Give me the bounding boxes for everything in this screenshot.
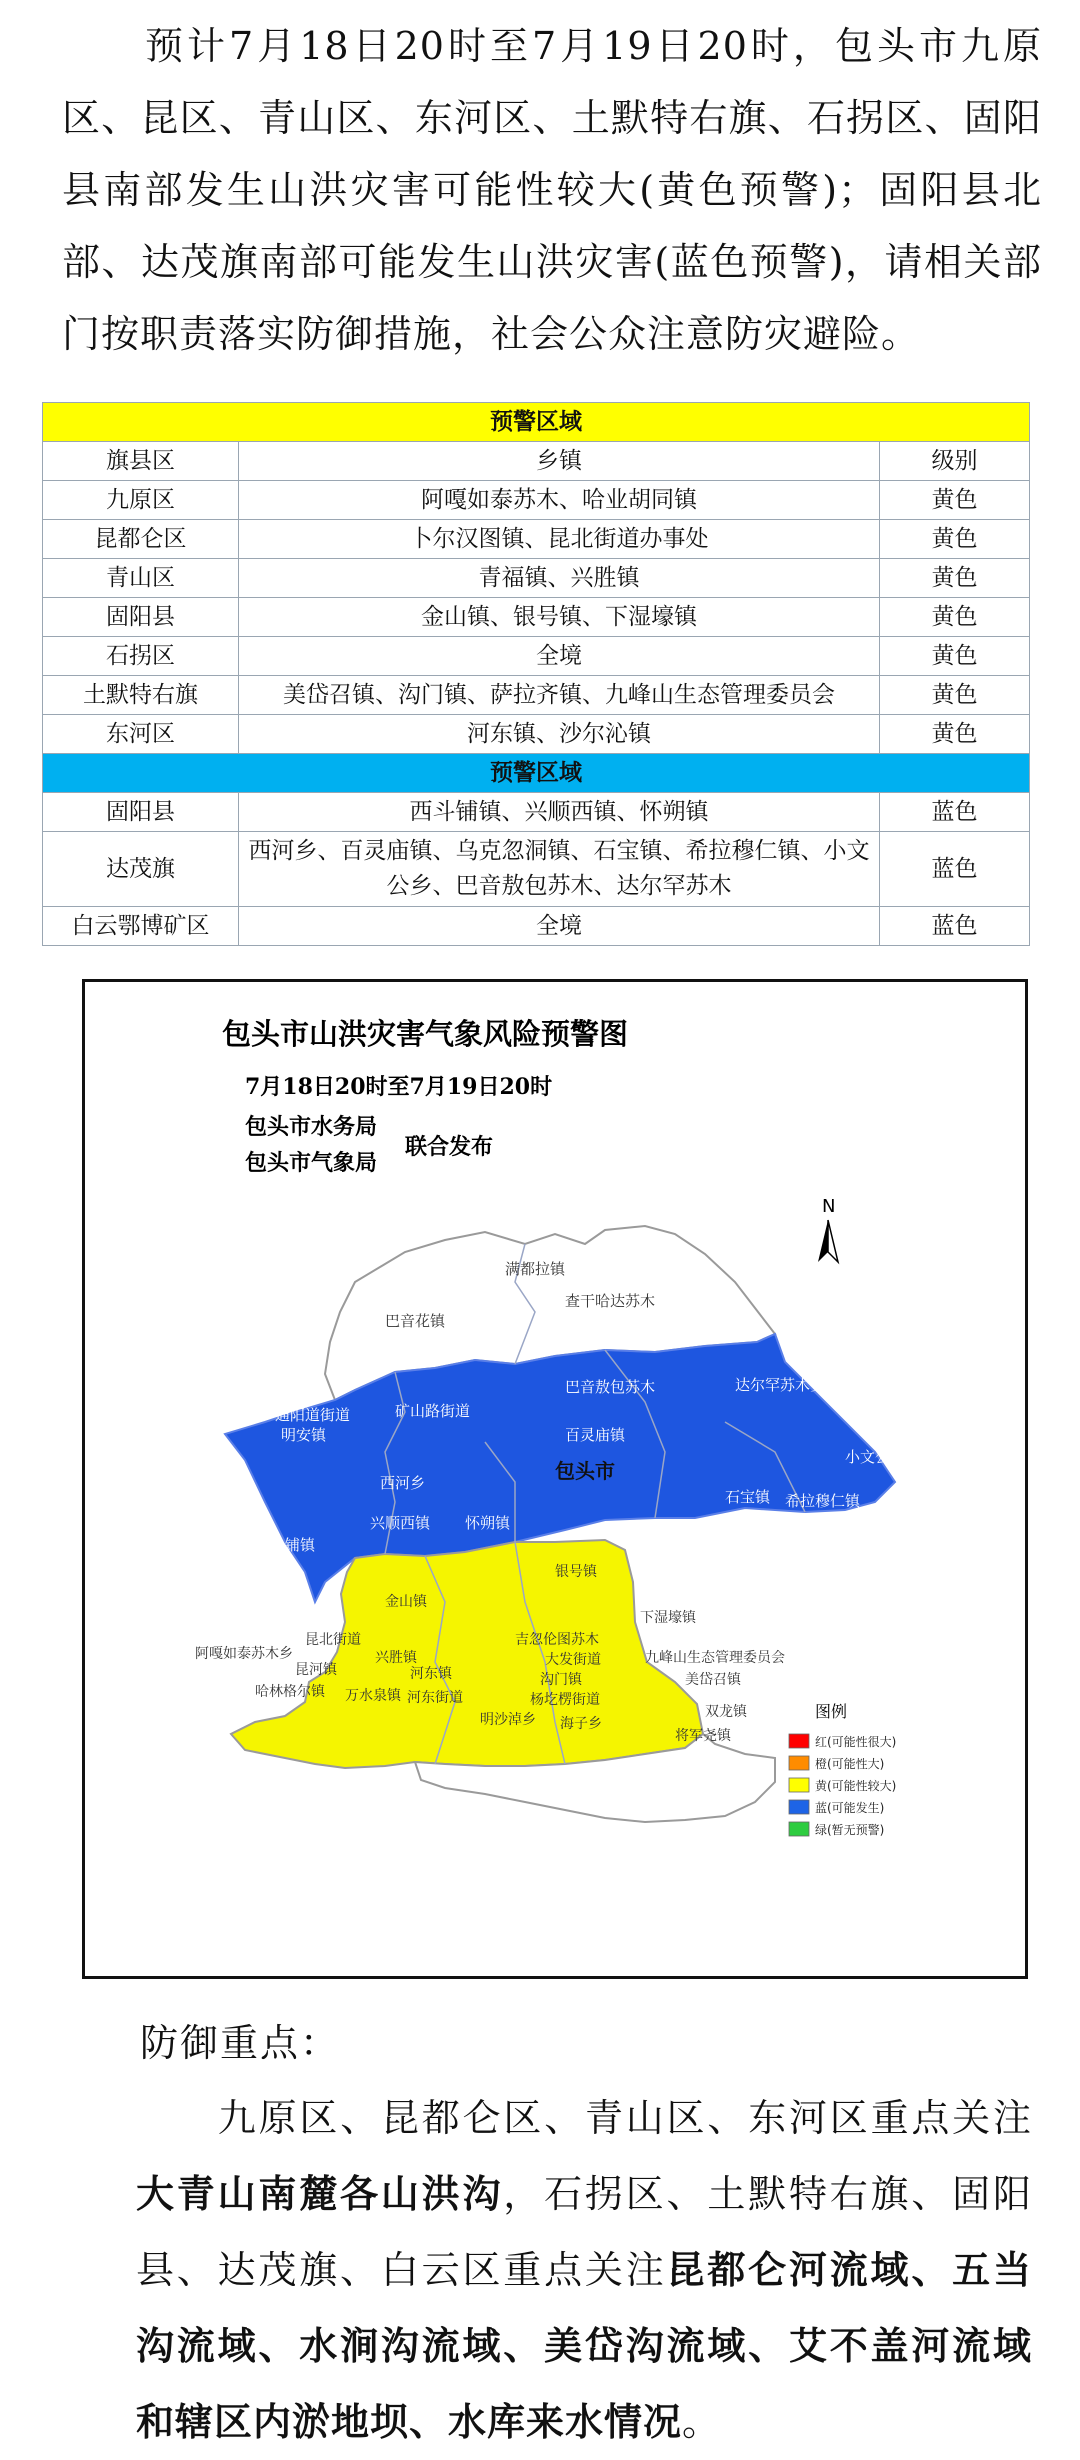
table-cell: 金山镇、银号镇、下湿壕镇 <box>239 598 880 637</box>
table-cell: 固阳县 <box>43 793 239 832</box>
intro-text: 预计7月18日20时至7月19日20时，包头市九原区、昆区、青山区、东河区、土默特右旗、石拐区、固阳县南部发生山洪灾害可能性较大(黄色预警)；固阳县北部、达茂旗南部可能发生山洪灾害(蓝色预警)，请相关部门按职责落实防御措施，社会公众注意防灾避险。 <box>62 24 1042 356</box>
map-issuer-1: 包头市水务局 <box>245 1114 378 1140</box>
table-row <box>43 832 1030 907</box>
place-label: 双龙镇 <box>705 1704 747 1720</box>
table-cell: 阿嘎如泰苏木、哈业胡同镇 <box>239 481 880 520</box>
place-label: 沟门镇 <box>540 1672 582 1688</box>
table-cell: 黄色 <box>880 598 1030 637</box>
place-label: 兴胜镇 <box>375 1650 417 1666</box>
defense-text-c: ，石拐区、土默特右旗、固阳县、达茂旗、白云区重点关注 <box>136 2172 1032 2292</box>
defense-text-a: 九原区、昆都仑区、青山区、东河区重点关注 <box>216 2096 1032 2140</box>
table-cell: 固阳县 <box>43 598 239 637</box>
table-row <box>43 520 1030 559</box>
table-cell: 西河乡、百灵庙镇、乌克忽洞镇、石宝镇、希拉穆仁镇、小文公乡、巴音敖包苏木、达尔罕苏木 <box>239 832 880 907</box>
place-label: 查干哈达苏木 <box>565 1292 656 1310</box>
place-label: 百灵庙镇 <box>565 1426 626 1444</box>
legend-label: 橙(可能性大) <box>815 1757 885 1771</box>
place-label: 大发街道 <box>545 1652 601 1668</box>
table-cell: 河东镇、沙尔沁镇 <box>239 715 880 754</box>
place-label: 明安镇 <box>281 1426 327 1444</box>
column-header: 级别 <box>880 442 1030 481</box>
column-header: 乡镇 <box>239 442 880 481</box>
table-cell: 东河区 <box>43 715 239 754</box>
legend-swatch <box>789 1756 809 1770</box>
place-label: 兴顺西镇 <box>370 1514 431 1532</box>
place-label: 矿山路街道 <box>395 1402 471 1420</box>
defense-text-e: 。 <box>682 2400 722 2444</box>
place-label: 吉忽伦图苏木 <box>515 1632 599 1648</box>
place-label: 石宝镇 <box>725 1488 771 1506</box>
warning-map <box>82 979 1028 1979</box>
table-cell: 美岱召镇、沟门镇、萨拉齐镇、九峰山生态管理委员会 <box>239 676 880 715</box>
yellow-header-cell: 预警区域 <box>43 403 1030 442</box>
region-shapes <box>225 1226 895 1822</box>
legend <box>789 1702 896 1837</box>
place-label: 下湿壕镇 <box>640 1610 696 1626</box>
legend-label: 蓝(可能发生) <box>815 1801 885 1815</box>
table-cell: 蓝色 <box>880 907 1030 946</box>
city-label: 包头市 <box>555 1459 615 1483</box>
table-cell: 蓝色 <box>880 832 1030 907</box>
column-header: 旗县区 <box>43 442 239 481</box>
place-label: 小文公乡 <box>845 1448 906 1466</box>
region-yellow-south <box>231 1540 703 1768</box>
place-label: 杨圪楞街道 <box>530 1692 600 1708</box>
place-label: 河东街道 <box>407 1690 463 1706</box>
legend-swatch <box>789 1800 809 1814</box>
table-row <box>43 637 1030 676</box>
table-cell: 昆都仑区 <box>43 520 239 559</box>
table-cell: 黄色 <box>880 559 1030 598</box>
table-cell: 黄色 <box>880 715 1030 754</box>
place-label: 银号镇 <box>555 1564 597 1580</box>
map-issuer-2: 包头市气象局 <box>245 1150 378 1176</box>
place-label: 达尔罕苏木乡 <box>735 1376 826 1394</box>
place-label: 九峰山生态管理委员会 <box>645 1650 785 1666</box>
table-cell: 黄色 <box>880 676 1030 715</box>
place-label: 满都拉镇 <box>505 1260 566 1278</box>
place-label: 通阳道街道 <box>275 1406 351 1424</box>
place-label: 西河乡 <box>380 1474 426 1492</box>
table-cell: 全境 <box>239 907 880 946</box>
place-label: 哈林格尔镇 <box>255 1684 325 1700</box>
place-label: 希拉穆仁镇 <box>785 1492 861 1510</box>
table-cell: 黄色 <box>880 520 1030 559</box>
legend-label: 绿(暂无预警) <box>815 1823 885 1837</box>
place-label: 金山镇 <box>385 1594 427 1610</box>
map-canvas <box>85 982 1025 1976</box>
table-cell: 白云鄂博矿区 <box>43 907 239 946</box>
blue-section-header <box>43 754 1030 793</box>
legend-swatch <box>789 1734 809 1748</box>
yellow-section-header <box>43 403 1030 442</box>
legend-swatch <box>789 1822 809 1836</box>
table-cell: 卜尔汉图镇、昆北街道办事处 <box>239 520 880 559</box>
table-cell: 九原区 <box>43 481 239 520</box>
table-cell: 土默特右旗 <box>43 676 239 715</box>
intro-paragraph <box>62 10 1042 370</box>
table-cell: 石拐区 <box>43 637 239 676</box>
place-label: 昆河镇 <box>295 1662 337 1678</box>
table-row <box>43 907 1030 946</box>
legend-swatch <box>789 1778 809 1792</box>
table-cell: 青福镇、兴胜镇 <box>239 559 880 598</box>
map-joint-release: 联合发布 <box>405 1134 494 1160</box>
table-cell: 蓝色 <box>880 793 1030 832</box>
defense-focus-1: 大青山南麓各山洪沟 <box>136 2171 504 2216</box>
table-row <box>43 598 1030 637</box>
table-cell: 西斗铺镇、兴顺西镇、怀朔镇 <box>239 793 880 832</box>
defense-paragraph <box>136 2080 1032 2460</box>
blue-header-cell: 预警区域 <box>43 754 1030 793</box>
map-title: 包头市山洪灾害气象风险预警图 <box>221 1017 629 1051</box>
table-row <box>43 793 1030 832</box>
place-label: 将军尧镇 <box>675 1728 731 1744</box>
defense-title: 防御重点： <box>140 2021 341 2065</box>
place-label: 怀朔镇 <box>465 1514 511 1532</box>
column-header-row <box>43 442 1030 481</box>
place-label: 万水泉镇 <box>345 1688 401 1704</box>
table-cell: 黄色 <box>880 481 1030 520</box>
table-row <box>43 676 1030 715</box>
place-label: 河东镇 <box>410 1666 452 1682</box>
table-row <box>43 559 1030 598</box>
place-label: 美岱召镇 <box>685 1672 741 1688</box>
legend-label: 红(可能性很大) <box>815 1735 897 1749</box>
table-cell: 黄色 <box>880 637 1030 676</box>
legend-label: 黄(可能性较大) <box>815 1779 897 1793</box>
place-label: 巴音花镇 <box>385 1312 446 1330</box>
table-cell: 达茂旗 <box>43 832 239 907</box>
warning-table <box>42 402 1030 946</box>
table-cell: 青山区 <box>43 559 239 598</box>
defense-focus-2: 昆都仑河流域、五当沟流域、水涧沟流域、美岱沟流域、艾不盖河流域和辖区内淤地坝、水库来水情况 <box>136 2247 1032 2444</box>
table-row <box>43 715 1030 754</box>
legend-items <box>789 1734 896 1837</box>
map-period: 7月18日20时至7月19日20时 <box>245 1074 553 1100</box>
legend-title: 图例 <box>815 1702 848 1721</box>
place-label: 海子乡 <box>560 1716 602 1732</box>
place-label: 巴音敖包苏木 <box>565 1378 656 1396</box>
place-label: 西斗铺镇 <box>255 1536 316 1554</box>
place-label: 昆北街道 <box>305 1632 361 1648</box>
north-arrow-icon <box>818 1196 838 1262</box>
north-label: N <box>822 1196 836 1217</box>
place-label: 明沙淖乡 <box>480 1712 536 1728</box>
table-cell: 全境 <box>239 637 880 676</box>
place-label: 阿嘎如泰苏木乡 <box>195 1646 293 1662</box>
table-row <box>43 481 1030 520</box>
